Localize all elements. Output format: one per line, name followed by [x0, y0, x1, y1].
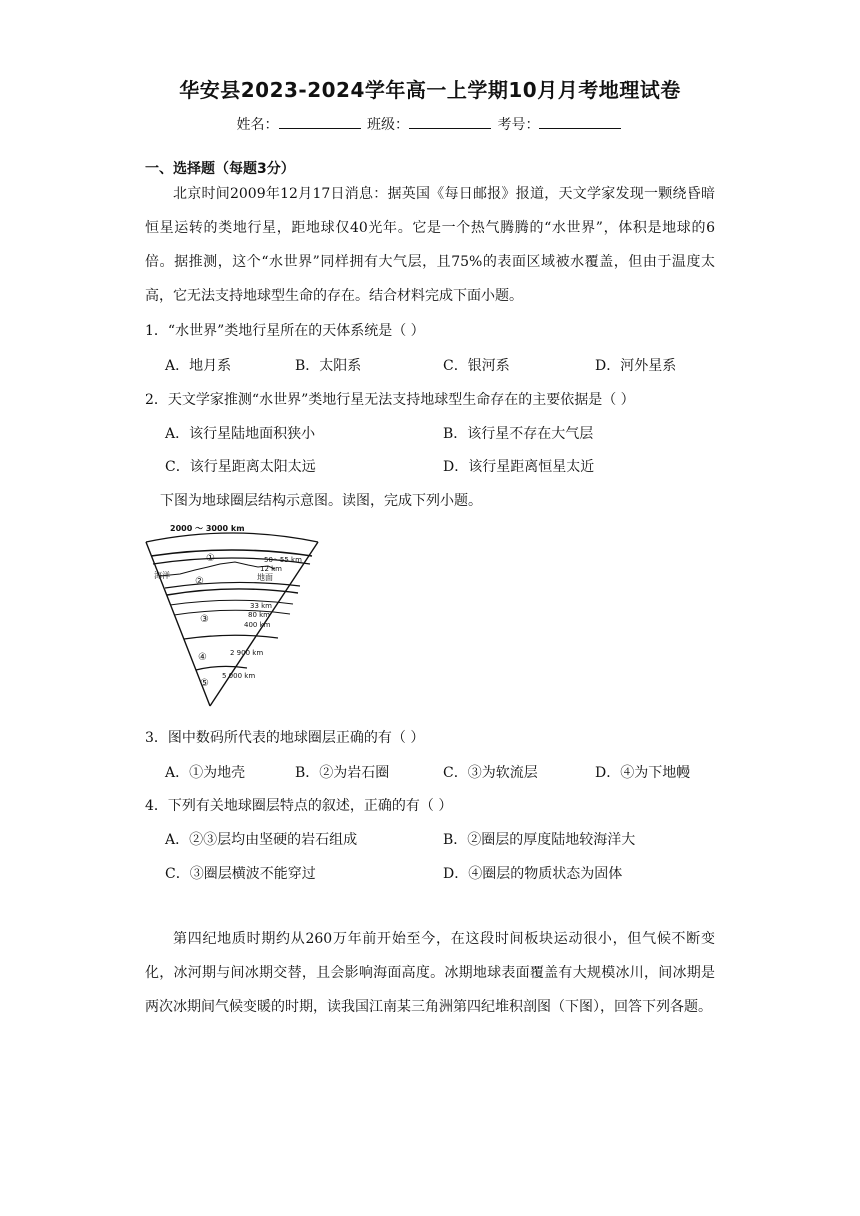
- ground-label: 地面: [257, 573, 273, 582]
- depth-label-5000: 5 000 km: [222, 672, 256, 680]
- question-3-stem: 3．图中数码所代表的地球圈层正确的有（ ）: [145, 730, 425, 746]
- figure-intro: 下图为地球圈层结构示意图。读图，完成下列小题。: [160, 493, 482, 509]
- q2-option-c[interactable]: C．该行星距离太阳太远: [165, 459, 316, 475]
- depth-label-1: 50～55 km: [264, 556, 302, 564]
- depth-label-33: 33 km: [250, 602, 273, 610]
- q1-option-a[interactable]: A．地月系: [165, 358, 232, 374]
- q4-option-b[interactable]: B．②圈层的厚度陆地较海洋大: [443, 832, 636, 848]
- passage-quaternary: 第四纪地质时期约从260万年前开始至今，在这段时间板块运动很小，但气候不断变化，冰河期与间冰期交替，且会影响海面高度。冰期地球表面覆盖有大规模冰川，间冰期是两次冰期间气候变暖的时期，读我国江南某三角洲第四纪堆积剖图（下图），回答下列各题。: [145, 931, 715, 1015]
- layer-number-3: ③: [200, 614, 209, 625]
- question-2-stem: 2．天文学家推测“水世界”类地行星无法支持地球型生命存在的主要依据是（ ）: [145, 392, 635, 408]
- class-blank[interactable]: [409, 114, 491, 129]
- number-label: 考号：: [497, 117, 540, 133]
- name-label: 姓名：: [236, 117, 279, 133]
- q2-option-d[interactable]: D．该行星距离恒星太近: [443, 459, 595, 475]
- student-info: [0, 114, 860, 134]
- depth-label-2900: 2 900 km: [230, 649, 264, 657]
- number-blank[interactable]: [539, 114, 621, 129]
- q4-option-c[interactable]: C．③圈层横波不能穿过: [165, 866, 316, 882]
- earth-layers-diagram: [140, 518, 320, 710]
- q1-option-c[interactable]: C．银河系: [443, 358, 510, 374]
- layer-number-2: ②: [195, 576, 204, 587]
- class-label: 班级：: [367, 117, 409, 133]
- depth-label-400: 400 km: [244, 621, 271, 629]
- q4-option-d[interactable]: D．④圈层的物质状态为固体: [443, 866, 623, 882]
- layer-number-4: ④: [198, 652, 207, 663]
- layer-number-5: ⑤: [200, 678, 209, 689]
- q3-option-a[interactable]: A．①为地壳: [165, 765, 246, 781]
- section-heading: 一、选择题（每题3分）: [145, 161, 295, 177]
- name-blank[interactable]: [279, 114, 361, 129]
- depth-label-2: 12 km: [260, 565, 283, 573]
- q2-option-b[interactable]: B．该行星不存在大气层: [443, 426, 594, 442]
- passage-water-world: 北京时间2009年12月17日消息：据英国《每日邮报》报道，天文学家发现一颗绕昏暗恒星运转的类地行星，距地球仅40光年。它是一个热气腾腾的“水世界”，体积是地球的6倍。据推测，这个“水世界”同样拥有大气层，且75%的表面区域被水覆盖，但由于温度太高，它无法支持地球型生命的存在。结合材料完成下面小题。: [145, 186, 715, 304]
- q3-option-d[interactable]: D．④为下地幔: [595, 765, 691, 781]
- q3-option-c[interactable]: C．③为软流层: [443, 765, 538, 781]
- q1-option-d[interactable]: D．河外星系: [595, 358, 677, 374]
- top-width-label: 2000 ～ 3000 km: [170, 524, 245, 533]
- exam-title: 华安县2023-2024学年高一上学期10月月考地理试卷: [179, 78, 681, 102]
- question-1-stem: 1．“水世界”类地行星所在的天体系统是（ ）: [145, 323, 425, 339]
- q2-option-a[interactable]: A．该行星陆地面积狭小: [165, 426, 316, 442]
- q3-option-b[interactable]: B．②为岩石圈: [295, 765, 390, 781]
- depth-label-80: 80 km: [248, 611, 271, 619]
- q1-option-b[interactable]: B．太阳系: [295, 358, 362, 374]
- q4-option-a[interactable]: A．②③层均由坚硬的岩石组成: [165, 832, 358, 848]
- ocean-label: 海洋: [154, 571, 170, 580]
- layer-number-1: ①: [206, 553, 215, 564]
- question-4-stem: 4．下列有关地球圈层特点的叙述，正确的有（ ）: [145, 798, 453, 814]
